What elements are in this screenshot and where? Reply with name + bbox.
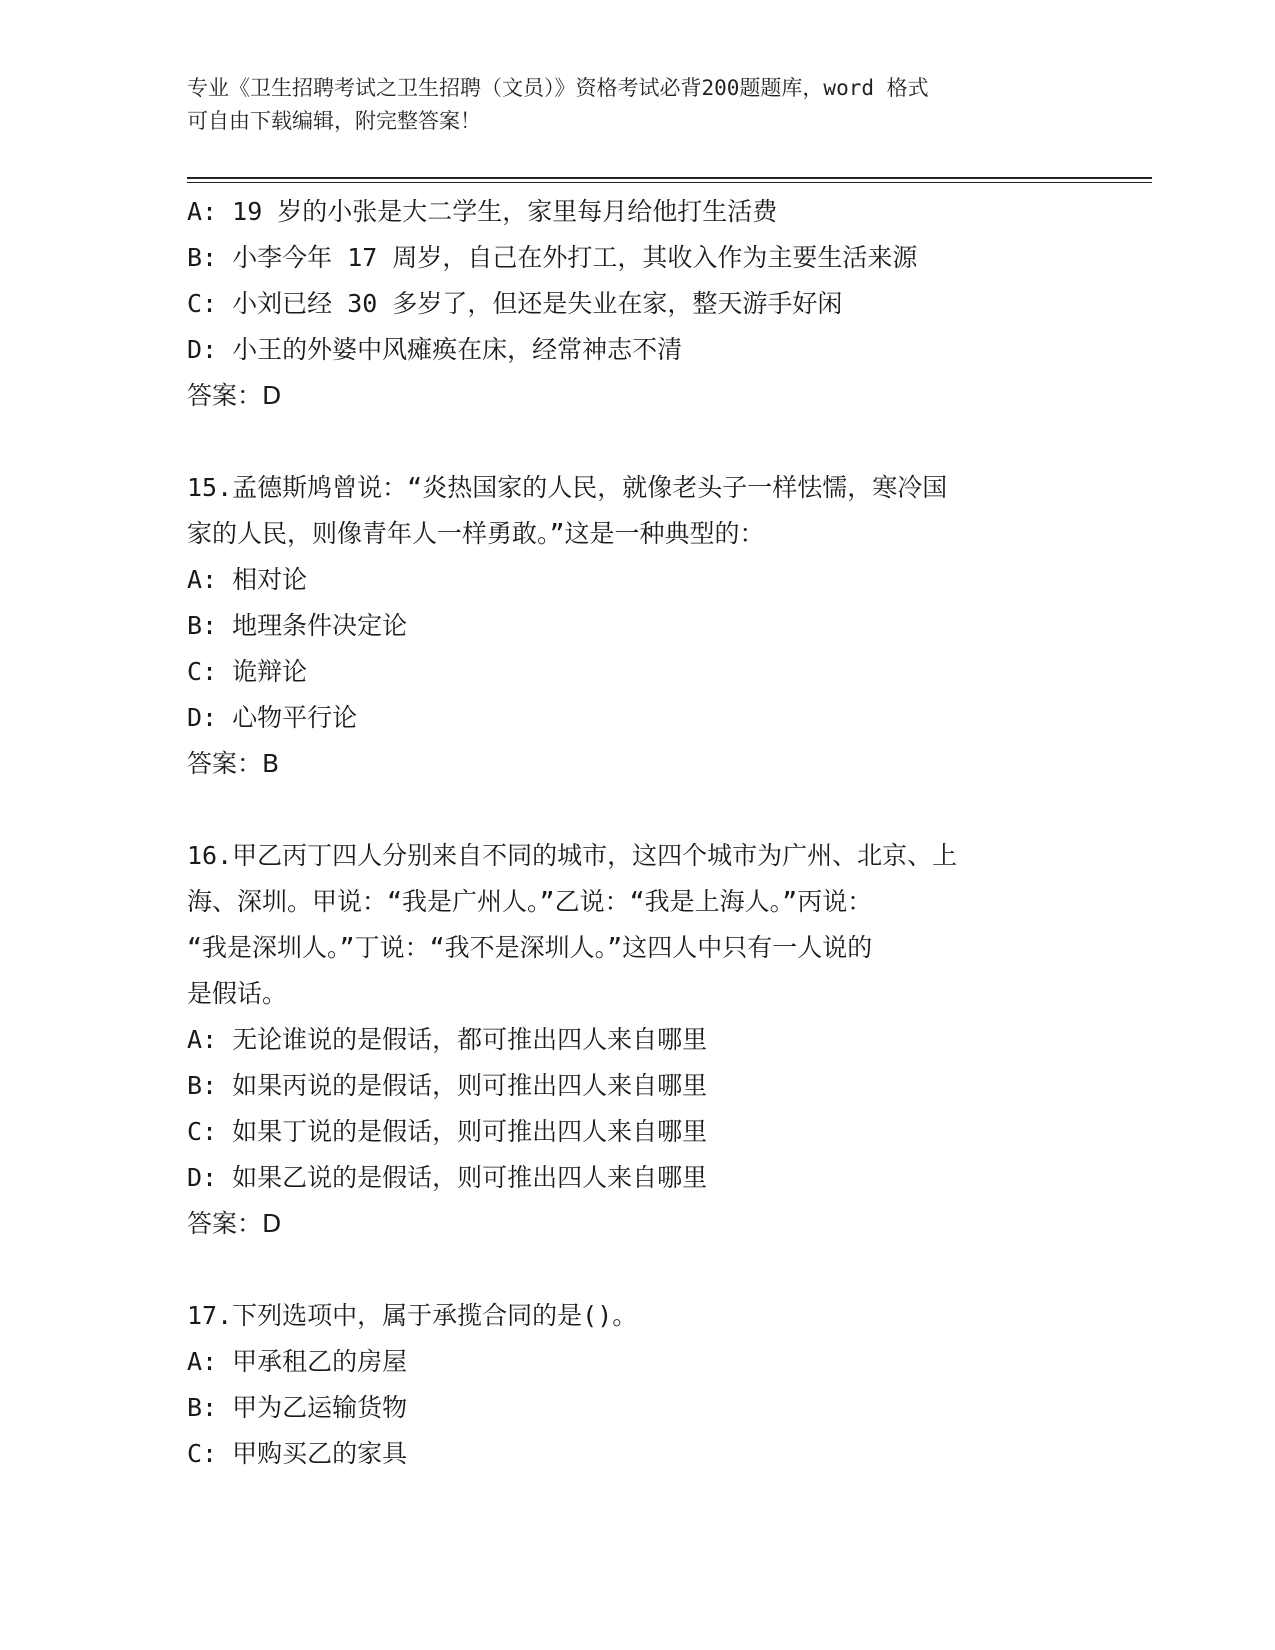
header-rule-thin: [187, 182, 1152, 183]
option-a: A: 甲承租乙的房屋: [187, 1347, 408, 1376]
question-stem-line: “我是深圳人。”丁说：“我不是深圳人。”这四人中只有一人说的: [187, 933, 873, 962]
spacer: [187, 1247, 1087, 1293]
option-a: A: 19 岁的小张是大二学生，家里每月给他打生活费: [187, 197, 778, 226]
question-stem-line: 17.下列选项中，属于承揽合同的是()。: [187, 1301, 638, 1330]
question-stem-line: 海、深圳。甲说：“我是广州人。”乙说：“我是上海人。”丙说：: [187, 887, 873, 916]
question-stem-line: 15.孟德斯鸠曾说：“炎热国家的人民，就像老头子一样怯懦，寒冷国: [187, 473, 948, 502]
option-c: C: 如果丁说的是假话，则可推出四人来自哪里: [187, 1117, 708, 1146]
question-stem-line: 是假话。: [187, 979, 288, 1008]
header-line-2: 可自由下载编辑，附完整答案！: [187, 109, 481, 133]
option-d: D: 心物平行论: [187, 703, 358, 732]
question-16: [187, 833, 1087, 1247]
option-a: A: 相对论: [187, 565, 308, 594]
option-d: D: 如果乙说的是假话，则可推出四人来自哪里: [187, 1163, 708, 1192]
option-d: D: 小王的外婆中风瘫痪在床，经常神志不清: [187, 335, 683, 364]
answer-line: 答案：D: [187, 1209, 282, 1238]
option-c: C: 小刘已经 30 多岁了，但还是失业在家，整天游手好闲: [187, 289, 843, 318]
answer-line: 答案：B: [187, 749, 280, 778]
option-c: C: 诡辩论: [187, 657, 308, 686]
spacer: [187, 419, 1087, 465]
spacer: [187, 787, 1087, 833]
option-b: B: 如果丙说的是假话，则可推出四人来自哪里: [187, 1071, 708, 1100]
document-header: [187, 72, 1087, 138]
answer-line: 答案：D: [187, 381, 282, 410]
question-stem-line: 16.甲乙丙丁四人分别来自不同的城市，这四个城市为广州、北京、上: [187, 841, 958, 870]
header-rule-thick: [187, 177, 1152, 179]
option-b: B: 甲为乙运输货物: [187, 1393, 408, 1422]
option-a: A: 无论谁说的是假话，都可推出四人来自哪里: [187, 1025, 708, 1054]
option-b: B: 地理条件决定论: [187, 611, 408, 640]
option-b: B: 小李今年 17 周岁，自己在外打工，其收入作为主要生活来源: [187, 243, 918, 272]
question-stem-line: 家的人民，则像青年人一样勇敢。”这是一种典型的：: [187, 519, 765, 548]
option-c: C: 甲购买乙的家具: [187, 1439, 408, 1468]
question-15: [187, 465, 1087, 787]
header-line-1: 专业《卫生招聘考试之卫生招聘（文员）》资格考试必背200题题库，word 格式: [187, 76, 929, 100]
question-17: [187, 1293, 1087, 1477]
question-14: [187, 189, 1087, 419]
question-list: [187, 189, 1087, 1477]
